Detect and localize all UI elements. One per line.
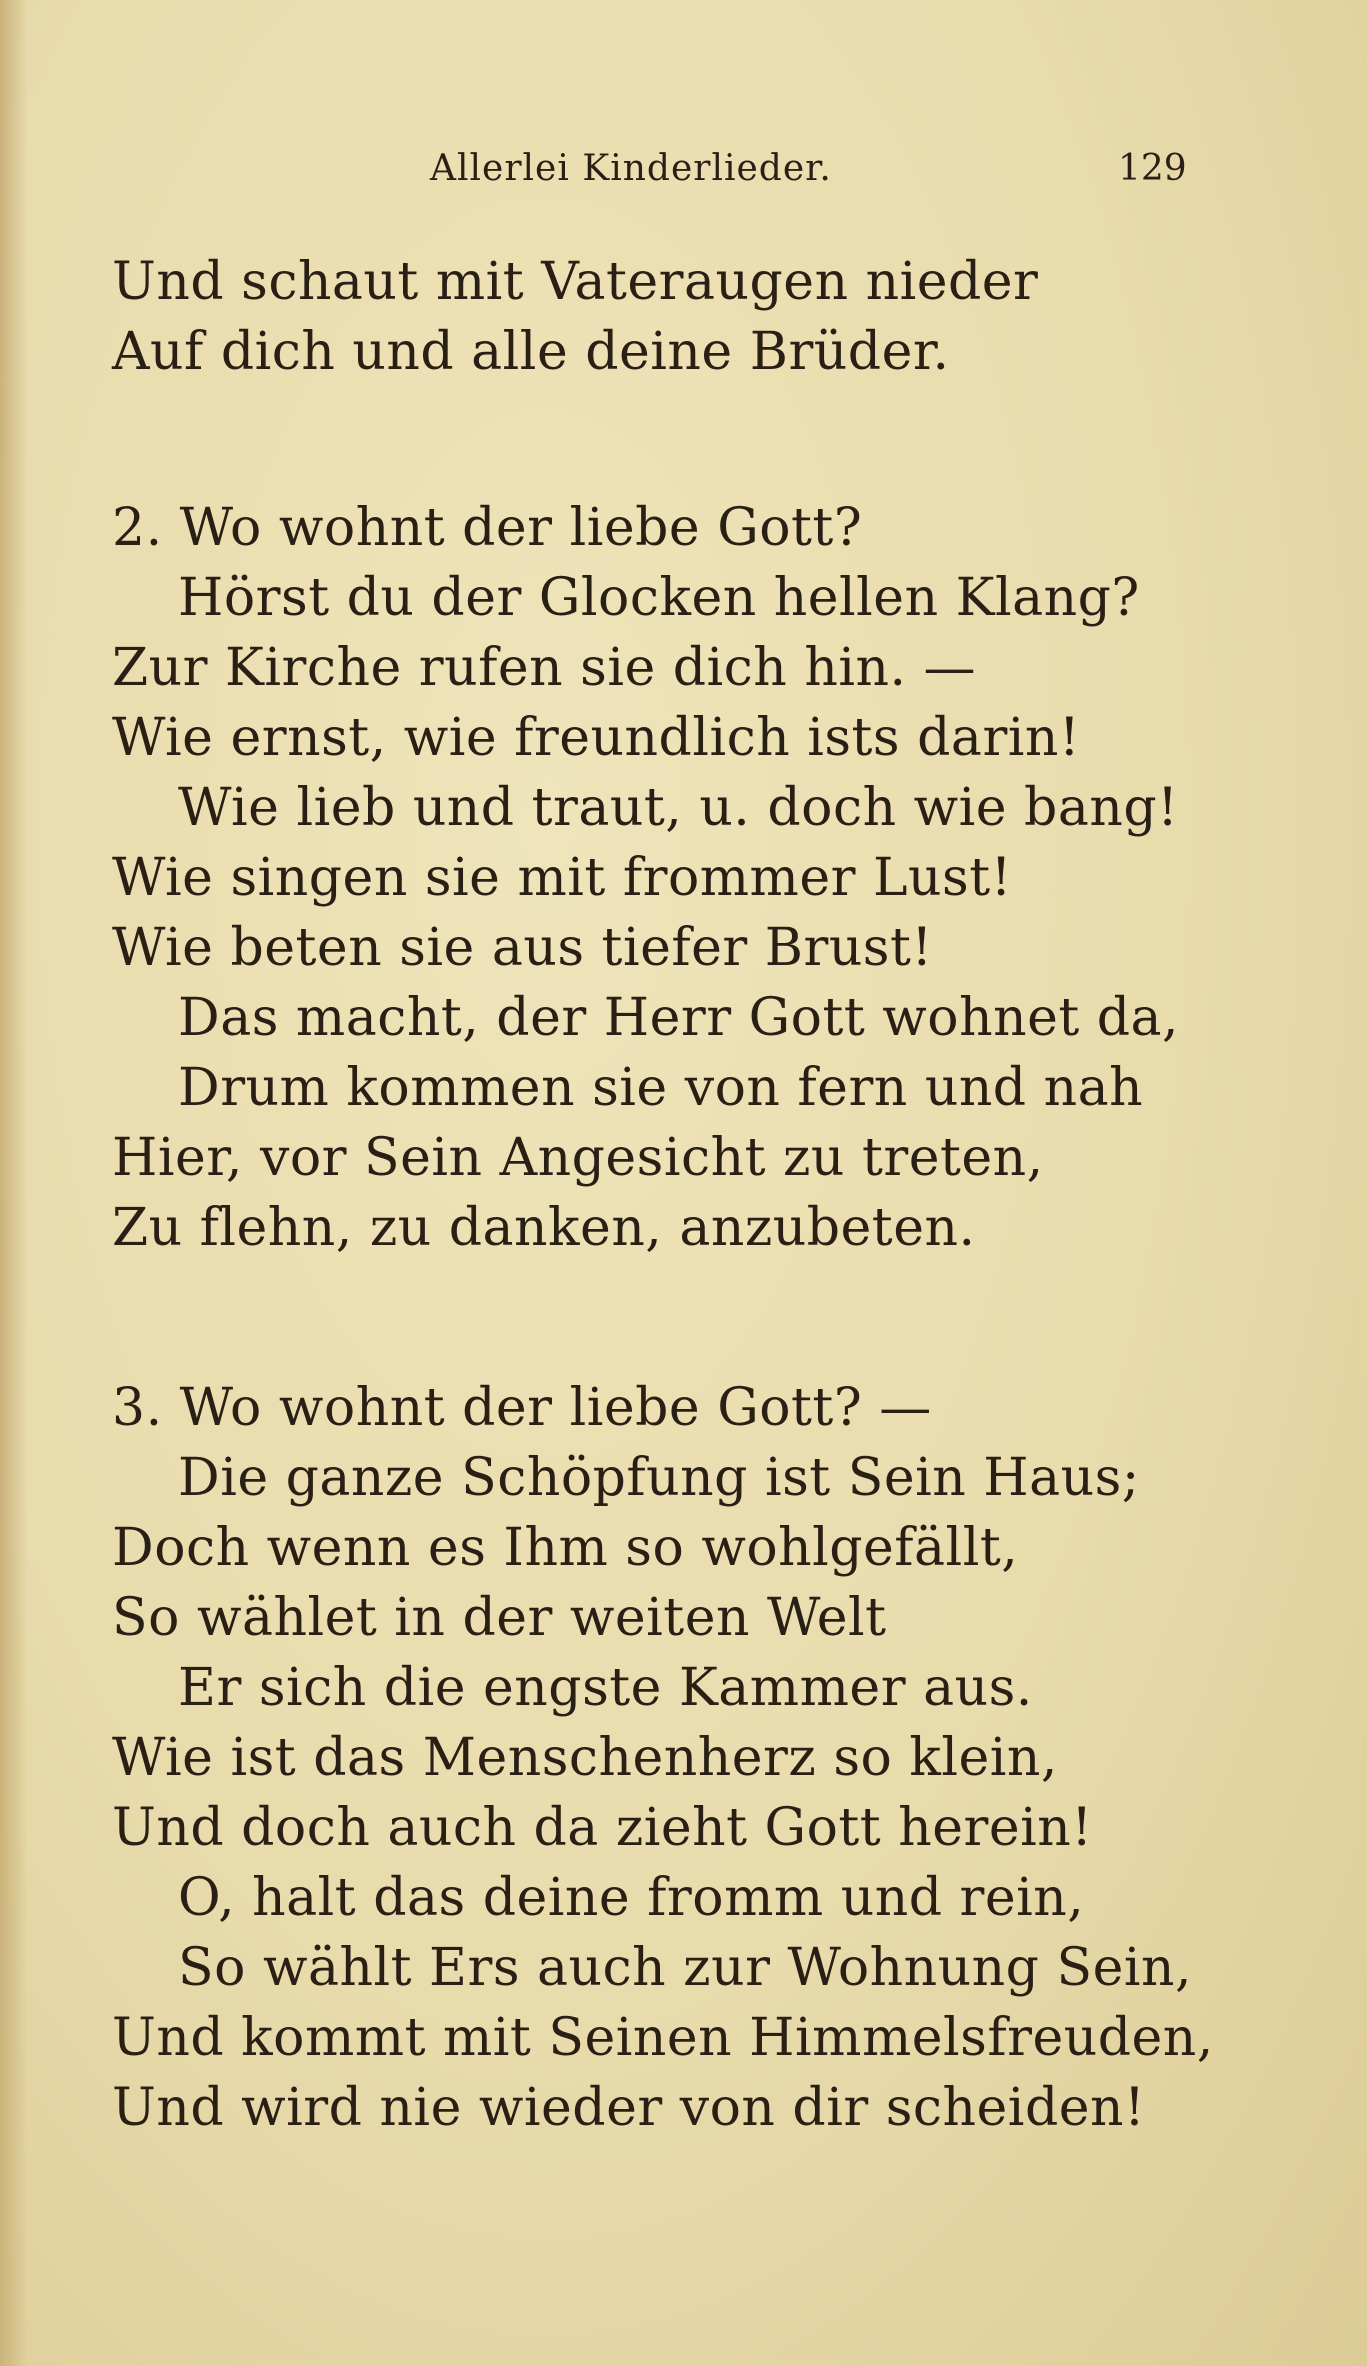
stanza-heading: 2. Wo wohnt der liebe Gott? xyxy=(112,498,863,558)
poem-line: O, halt das deine fromm und rein, xyxy=(178,1868,1085,1928)
running-title: Allerlei Kinderlieder. xyxy=(430,148,832,189)
poem-line: Auf dich und alle deine Brüder. xyxy=(112,322,950,382)
poem-line: Und kommt mit Seinen Himmelsfreuden, xyxy=(112,2008,1214,2068)
poem-line: Wie beten sie aus tiefer Brust! xyxy=(112,918,933,978)
poem-line: Und schaut mit Vateraugen nieder xyxy=(112,252,1039,312)
poem-line: Zur Kirche rufen sie dich hin. — xyxy=(112,638,976,698)
poem-line: So wählet in der weiten Welt xyxy=(112,1588,887,1648)
poem-line: So wählt Ers auch zur Wohnung Sein, xyxy=(178,1938,1193,1998)
poem-line: Wie ist das Menschenherz so klein, xyxy=(112,1728,1058,1788)
poem-line: Und wird nie wieder von dir scheiden! xyxy=(112,2078,1146,2138)
poem-line: Doch wenn es Ihm so wohlgefällt, xyxy=(112,1518,1019,1578)
poem-line: Wie ernst, wie freundlich ists darin! xyxy=(112,708,1081,768)
poem-line: Und doch auch da zieht Gott herein! xyxy=(112,1798,1093,1858)
poem-line: Das macht, der Herr Gott wohnet da, xyxy=(178,988,1180,1048)
poem-line: Zu flehn, zu danken, anzubeten. xyxy=(112,1198,976,1258)
poem-line: Er sich die engste Kammer aus. xyxy=(178,1658,1033,1718)
poem-line: Drum kommen sie von fern und nah xyxy=(178,1058,1144,1118)
page-header xyxy=(0,148,1367,198)
poem-line: Wie singen sie mit frommer Lust! xyxy=(112,848,1013,908)
poem-line: Wie lieb und traut, u. doch wie bang! xyxy=(178,778,1179,838)
page-number: 129 xyxy=(1118,148,1187,189)
stanza-heading: 3. Wo wohnt der liebe Gott? — xyxy=(112,1378,932,1438)
poem-line: Hier, vor Sein Angesicht zu treten, xyxy=(112,1128,1044,1188)
poem-line: Hörst du der Glocken hellen Klang? xyxy=(178,568,1140,628)
page-edge-shadow xyxy=(0,0,28,2366)
poem-line: Die ganze Schöpfung ist Sein Haus; xyxy=(178,1448,1140,1508)
